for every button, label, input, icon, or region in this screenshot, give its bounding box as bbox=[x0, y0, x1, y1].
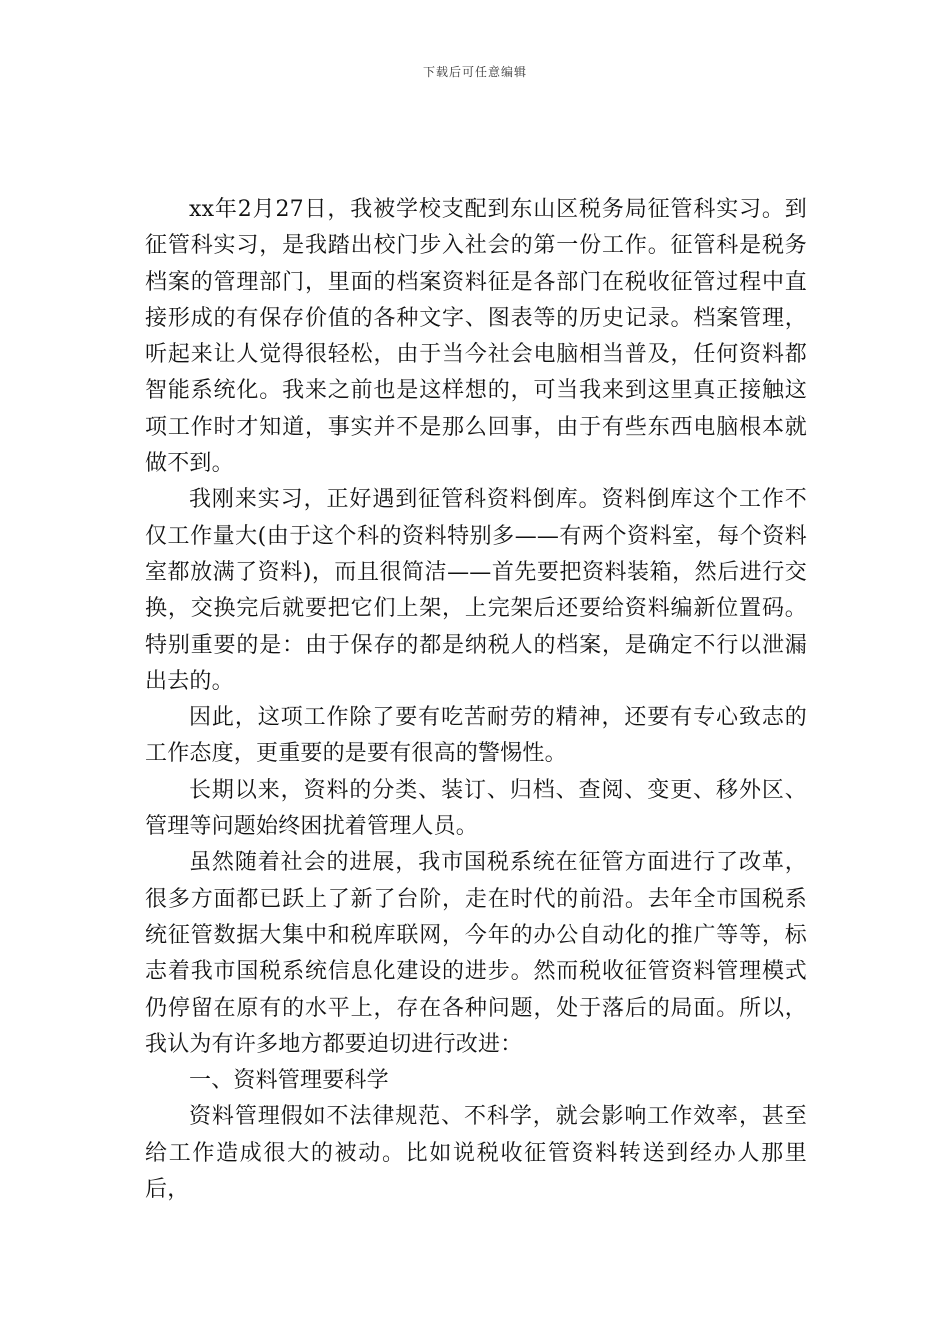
page-header: 下载后可任意编辑 bbox=[422, 65, 527, 79]
document-body bbox=[145, 192, 807, 1208]
section-heading-scientific-management: 一、资料管理要科学 bbox=[189, 1068, 389, 1094]
paragraph-archive-relocation: 我刚来实习，正好遇到征管科资料倒库。资料倒库这个工作不仅工作量大(由于这个科的资料特别多——有两个资料室，每个资料室都放满了资料)，而且很简洁——首先要把资料装箱，然后进行交换，交换完后就要把它们上架，上完架后还要给资料编新位置码。特别重要的是：由于保存的都是纳税人的档案，是确定不行以泄漏出去的。 bbox=[145, 487, 807, 694]
paragraph-long-term-issues: 长期以来，资料的分类、装订、归档、查阅、变更、移外区、管理等问题始终困扰着管理人员。 bbox=[145, 777, 807, 840]
paragraph-reform-status: 虽然随着社会的进展，我市国税系统在征管方面进行了改革，很多方面都已跃上了新了台阶，走在时代的前沿。去年全市国税系统征管数据大集中和税库联网，今年的办公自动化的推广等等，标志着我市国税系统信息化建设的进步。然而税收征管资料管理模式仍停留在原有的水平上，存在各种问题，处于落后的局面。所以，我认为有许多地方都要迫切进行改进： bbox=[145, 850, 807, 1057]
paragraph-internship-intro: xx年2月27日，我被学校支配到东山区税务局征管科实习。到征管科实习，是我踏出校门步入社会的第一份工作。征管科是税务档案的管理部门，里面的档案资料征是各部门在税收征管过程中直接形成的有保存价值的各种文字、图表等的历史记录。档案管理，听起来让人觉得很轻松，由于当今社会电脑相当普及，任何资料都智能系统化。我来之前也是这样想的，可当我来到这里真正接触这项工作时才知道，事实并不是那么回事，由于有些东西电脑根本就做不到。 bbox=[145, 197, 807, 477]
paragraph-work-attitude: 因此，这项工作除了要有吃苦耐劳的精神，还要有专心致志的工作态度，更重要的是要有很高的警惕性。 bbox=[145, 705, 807, 767]
paragraph-management-standards: 资料管理假如不法律规范、不科学，就会影响工作效率，甚至给工作造成很大的被动。比如说税收征管资料转送到经办人那里后， bbox=[145, 1104, 807, 1203]
